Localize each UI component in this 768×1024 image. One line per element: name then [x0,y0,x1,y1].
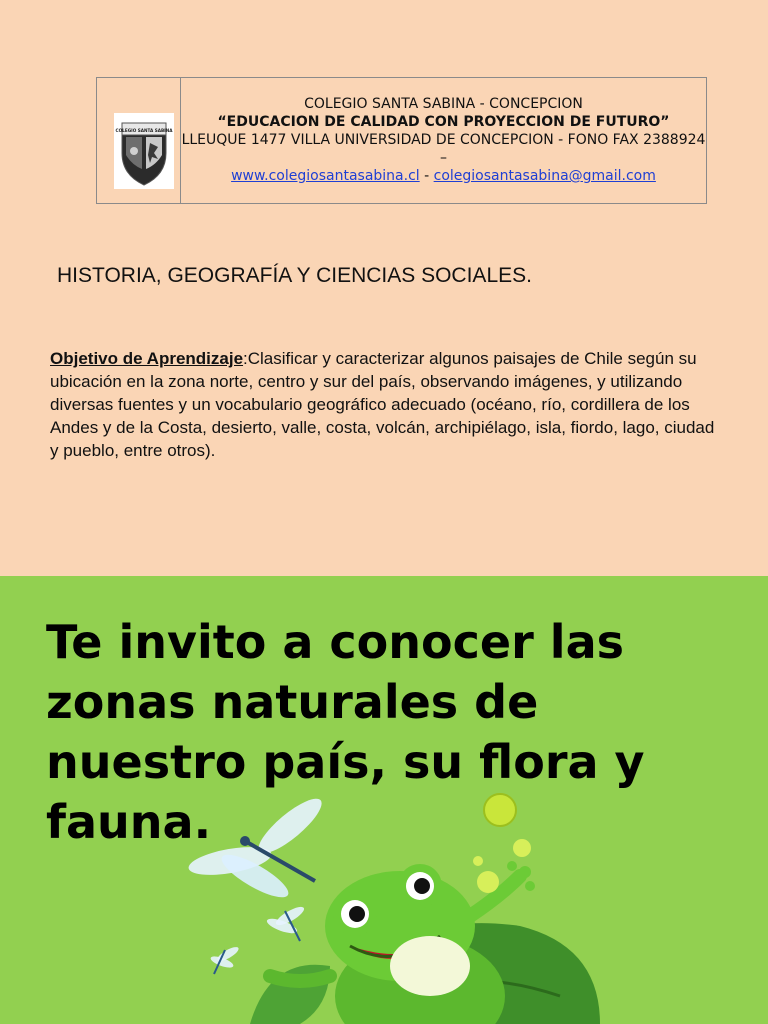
learning-objective [50,347,722,462]
logo-cell [97,78,181,203]
objective-text: :Clasificar y caracterizar algunos paisajes de Chile según su ubicación en la zona norte, centro y sur del país, observando imágenes, y utilizando diversas fuentes y un vocabulario geográfico adecuado (océano, río, cordillera de los Andes y de la Costa, desierto, valle, costa, volcán, archipiélago, isla, fiordo, lago, ciudad y pueblo, entre otros). [50,349,715,460]
school-name: COLEGIO SANTA SABINA - CONCEPCION [304,96,583,112]
dragonfly-icon [209,945,240,974]
website-link[interactable]: www.colegiosantasabina.cl [231,168,420,184]
slide-section [0,576,768,1024]
logo-background [114,113,174,189]
subject-title: HISTORIA, GEOGRAFÍA Y CIENCIAS SOCIALES [57,264,527,287]
slide-headline: Te invito a conocer las zonas naturales de nuestro país, su flora y fauna. [46,615,645,849]
school-motto: “EDUCACION DE CALIDAD CON PROYECCION DE FUTURO” [217,114,670,130]
subject-dot: . [526,264,532,287]
logo-text: COLEGIO SANTA SABINA [115,128,173,133]
contact-line [181,167,706,185]
subject-heading [57,264,737,288]
school-header [96,77,707,204]
school-crest-icon [114,113,174,189]
contact-separator: - [419,168,434,184]
objective-label: Objetivo de Aprendizaje [50,349,244,368]
email-link[interactable]: colegiosantasabina@gmail.com [433,168,656,184]
header-text [181,95,706,185]
dragonfly-icon [265,904,306,941]
school-address: LLEUQUE 1477 VILLA UNIVERSIDAD DE CONCEPCION - FONO FAX 2388924 – [181,132,706,166]
